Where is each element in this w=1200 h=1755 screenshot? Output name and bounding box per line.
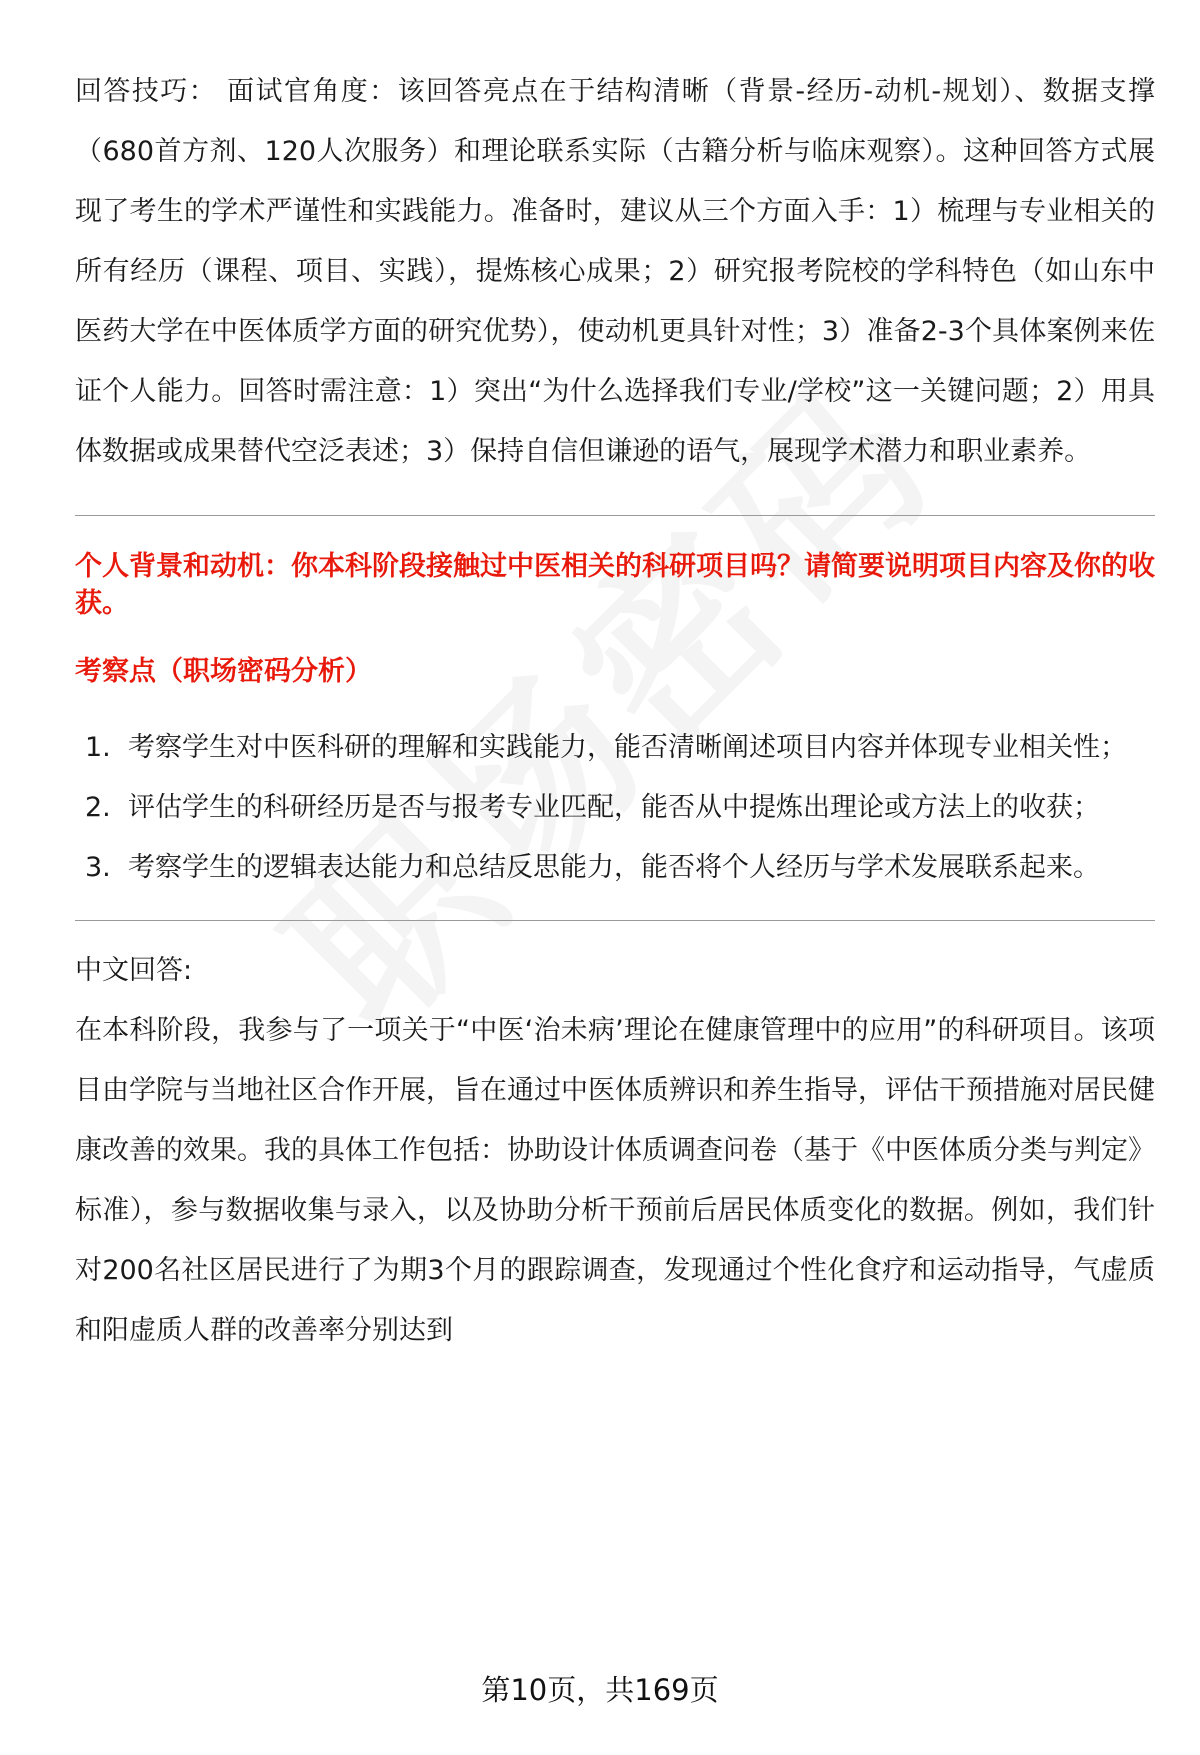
list-item-number: 2.: [85, 792, 111, 823]
assessment-list: [75, 718, 1155, 898]
list-item: [75, 718, 1155, 778]
list-item-text: 评估学生的科研经历是否与报考专业匹配，能否从中提炼出理论或方法上的收获；: [128, 792, 1100, 823]
page-number-footer: 第10页，共169页: [481, 1673, 719, 1707]
assessment-title: 考察点（职场密码分析）: [75, 656, 372, 687]
list-item: [75, 838, 1155, 898]
list-item-text: 考察学生对中医科研的理解和实践能力，能否清晰阐述项目内容并体现专业相关性；: [128, 732, 1127, 763]
question-heading: 个人背景和动机：你本科阶段接触过中医相关的科研项目吗？请简要说明项目内容及你的收获。: [75, 551, 1155, 619]
list-item-text: 考察学生的逻辑表达能力和总结反思能力，能否将个人经历与学术发展联系起来。: [128, 852, 1100, 883]
document-page: [75, 62, 1155, 1361]
answer-label: 中文回答:: [75, 955, 193, 986]
answer-paragraph: 在本科阶段，我参与了一项关于“中医‘治未病’理论在健康管理中的应用”的科研项目。该项目由学院与当地社区合作开展，旨在通过中医体质辨识和养生指导，评估干预措施对居民健康改善的效果。我的具体工作包括：协助设计体质调查问卷（基于《中医体质分类与判定》标准），参与数据收集与录入，以及协助分析干预前后居民体质变化的数据。例如，我们针对200名社区居民进行了为期3个月的跟踪调查，发现通过个性化食疗和运动指导，气虚质和阳虚质人群的改善率分别达到: [75, 1015, 1155, 1346]
list-item: [75, 778, 1155, 838]
list-item-number: 3.: [85, 852, 111, 883]
divider-bottom: [75, 920, 1155, 921]
list-item-number: 1.: [85, 732, 111, 763]
tips-paragraph: 回答技巧： 面试官角度：该回答亮点在于结构清晰（背景-经历-动机-规划）、数据支撑（680首方剂、120人次服务）和理论联系实际（古籍分析与临床观察）。这种回答方式展现了考生的学术严谨性和实践能力。准备时，建议从三个方面入手：1）梳理与专业相关的所有经历（课程、项目、实践），提炼核心成果；2）研究报考院校的学科特色（如山东中医药大学在中医体质学方面的研究优势），使动机更具针对性；3）准备2-3个具体案例来佐证个人能力。回答时需注意：1）突出“为什么选择我们专业/学校”这一关键问题；2）用具体数据或成果替代空泛表述；3）保持自信但谦逊的语气，展现学术潜力和职业素养。: [75, 76, 1155, 467]
divider-top: [75, 515, 1155, 516]
